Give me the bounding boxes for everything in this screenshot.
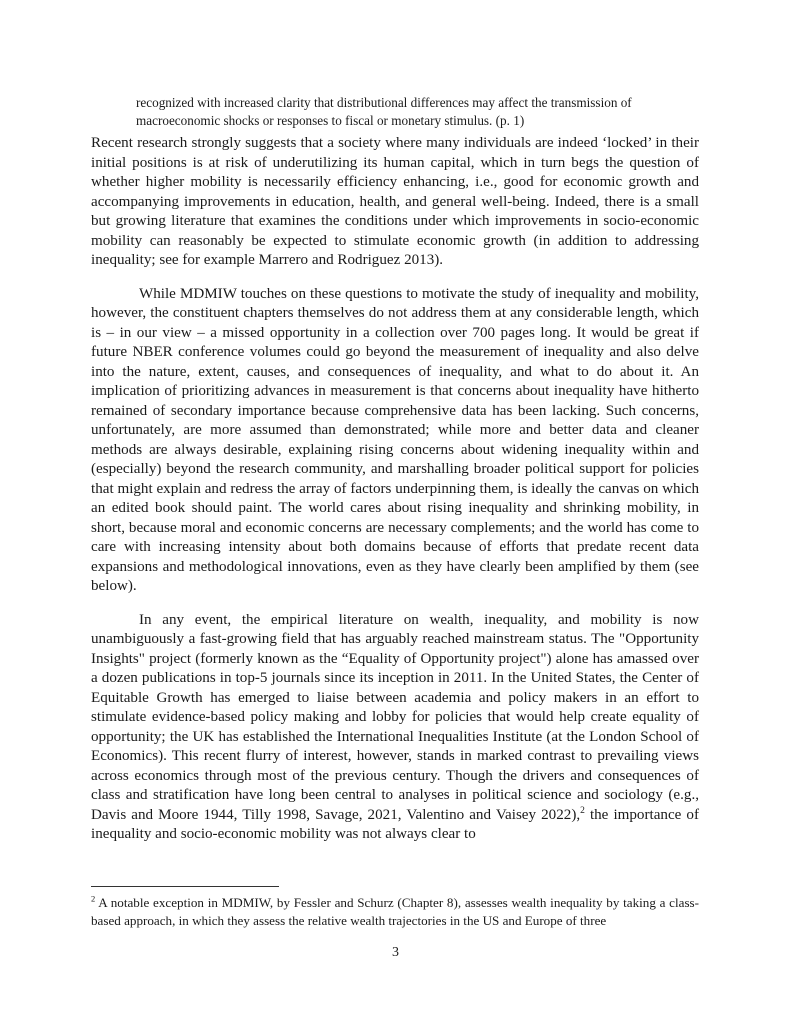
footnote-text: A notable exception in MDMIW, by Fessler and Schurz (Chapter 8), assesses wealth inequality by taking a class-based approach, in which they assess the relative wealth trajectories in the US and Europe of three [91,895,699,928]
paragraph-3-text-after: the importance of inequality and socio-economic mobility was not always clear to [91,806,699,842]
footnote-reference[interactable]: 2 [580,805,585,816]
body-text [91,134,699,859]
paragraph-3 [91,611,699,845]
footnote-separator [91,886,279,887]
footnote [91,894,699,930]
paragraph-2: While MDMIW touches on these questions to motivate the study of inequality and mobility, however, the constituent chapters themselves do not address them at any considerable length, which is – in our view – a missed opportunity in a collection over 700 pages long. It would be great if future NBER conference volumes could go beyond the measurement of inequality and also delve into the nature, extent, causes, and consequences of inequality, and what to do about it. An implication of prioritizing advances in measurement is that concerns about inequality have hitherto remained of secondary importance because comprehensive data has been lacking. Such concerns, unfortunately, are more assumed than demonstrated; while more and better data and cleaner methods are always desirable, explaining rising concerns about widening inequality within and (especially) beyond the research community, and marshalling broader political support for policies that might explain and redress the array of factors underpinning them, is ideally the canvas on which an edited book should paint. The world cares about rising inequality and shrinking mobility, in short, because moral and economic concerns are necessary complements; and the world has come to care with increasing intensity about both domains because of efforts that predate recent data expansions and methodological innovations, even as they have clearly been amplified by them (see below). [91,285,699,594]
paragraph-1: Recent research strongly suggests that a society where many individuals are indeed ‘locked’ in their initial positions is at risk of underutilizing its human capital, which in turn begs the question of whether higher mobility is necessarily efficiency enhancing, i.e., good for economic growth and accompanying improvements in education, health, and general well-being. Indeed, there is a small but growing literature that examines the conditions under which improvements in socio-economic mobility can reasonably be expected to stimulate economic growth (in addition to addressing inequality; see for example Marrero and Rodriguez 2013). [91,135,699,268]
footnote-marker: 2 [91,893,96,904]
page-number: 3 [392,945,399,960]
block-quote: recognized with increased clarity that distributional differences may affect the transmission of macroeconomic shocks or responses to fiscal or monetary stimulus. (p. 1) [136,95,632,128]
paragraph-3-text-before: In any event, the empirical literature on wealth, inequality, and mobility is now unambiguously a fast-growing field that has arguably reached mainstream status. The "Opportunity Insights" project (formerly known as the “Equality of Opportunity project") alone has amassed over a dozen publications in top-5 journals since its inception in 2011. In the United States, the Center of Equitable Growth has emerged to liaise between academia and policy makers in an effort to stimulate evidence-based policy making and lobby for policies that would help create equality of opportunity; the UK has established the International Inequalities Institute (at the London School of Economics). This recent flurry of interest, however, stands in marked contrast to prevailing views across economics through most of the previous century. Though the drivers and consequences of class and stratification have long been central to analyses in political science and sociology (e.g., Davis and Moore 1944, Tilly 1998, Savage, 2021, Valentino and Vaisey 2022), [91,611,699,823]
